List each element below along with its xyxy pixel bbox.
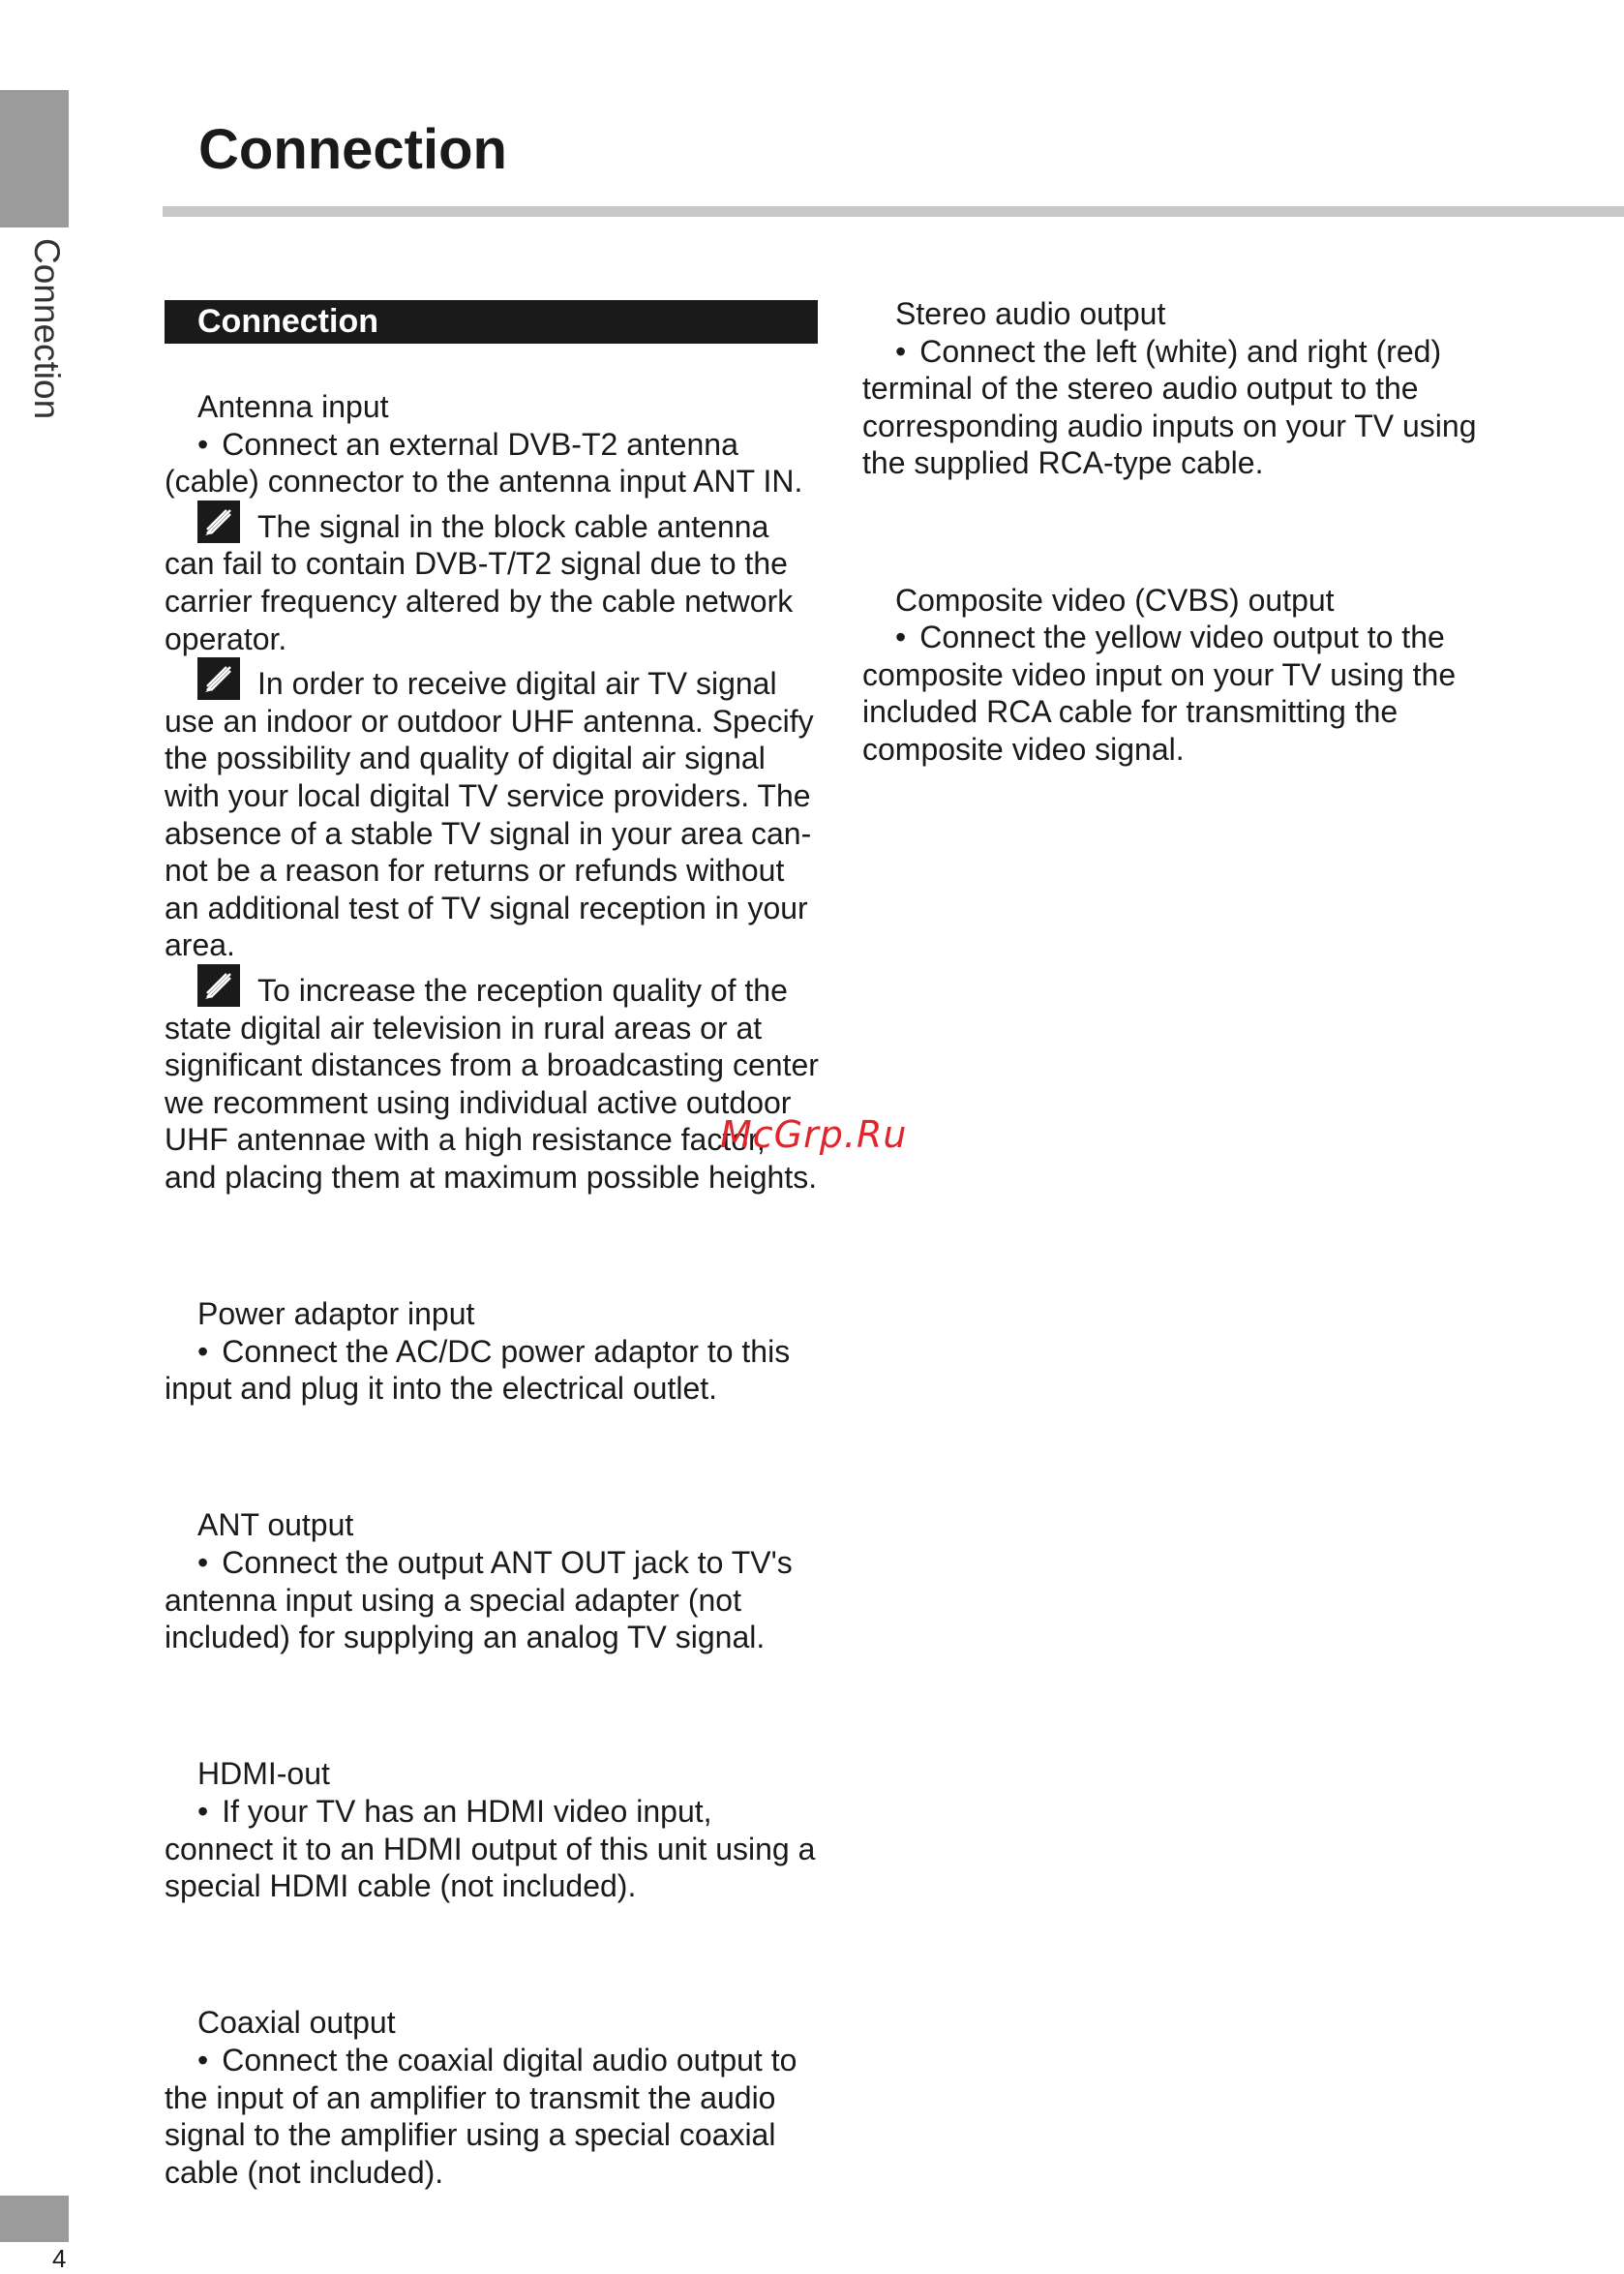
left-column bbox=[165, 388, 823, 2191]
section-heading: Power adaptor input bbox=[197, 1296, 475, 1332]
side-label-container bbox=[26, 238, 65, 441]
paragraph-gap bbox=[165, 1687, 823, 1725]
bullet-icon: • bbox=[197, 1794, 209, 1829]
note-item bbox=[165, 657, 823, 964]
note-text: The signal in the block cable antenna can fail to contain DVB-T/T2 signal due to the carrier frequency altered by the cable network operator. bbox=[165, 508, 794, 656]
page-number-tab bbox=[0, 2196, 69, 2242]
paragraph-gap bbox=[165, 1439, 823, 1476]
note-text: In order to receive digital air TV signal use an indoor or outdoor UHF antenna. Specify the possibility and quality of digital air signal with your local digital TV service providers. The absence of a stable TV signal in your area can-not be a reason for returns or refunds without an additional test of TV signal reception in your area. bbox=[165, 666, 814, 963]
bullet-text: Connect the left (white) and right (red) terminal of the stereo audio output to the corresponding audio inputs on your TV using the supplied RCA-type cable. bbox=[862, 333, 1477, 481]
paragraph-gap bbox=[165, 1936, 823, 1974]
bullet-item bbox=[165, 426, 823, 500]
bullet-text: Connect the yellow video output to the composite video input on your TV using the included RCA cable for transmitting the composite video signal. bbox=[862, 620, 1457, 767]
watermark: McGrp.Ru bbox=[720, 1113, 908, 1156]
side-tab bbox=[0, 90, 69, 227]
bullet-text: Connect an external DVB-T2 antenna (cable) connector to the antenna input ANT IN. bbox=[165, 426, 803, 500]
bullet-item bbox=[165, 2042, 823, 2191]
bullet-item bbox=[862, 619, 1501, 768]
note-pencil-icon bbox=[197, 964, 240, 1007]
bullet-icon: • bbox=[895, 333, 907, 369]
bullet-item bbox=[165, 1544, 823, 1656]
section-heading: Stereo audio output bbox=[895, 296, 1166, 331]
bullet-text: Connect the output ANT OUT jack to TV's antenna input using a special adapter (not included) for supplying an analog TV signal. bbox=[165, 1545, 793, 1655]
page-number: 4 bbox=[52, 2244, 67, 2273]
bullet-text: If your TV has an HDMI video input, connect it to an HDMI output of this unit using a special HDMI cable (not included). bbox=[165, 1794, 816, 1904]
paragraph-gap bbox=[862, 513, 1501, 551]
bullet-item bbox=[165, 1793, 823, 1905]
section-heading: Coaxial output bbox=[197, 2005, 396, 2041]
section-heading: HDMI-out bbox=[197, 1756, 330, 1792]
bullet-icon: • bbox=[895, 620, 907, 655]
paragraph-gap bbox=[165, 1227, 823, 1264]
bullet-icon: • bbox=[197, 426, 209, 462]
title-rule bbox=[163, 206, 1624, 217]
bullet-text: Connect the coaxial digital audio output to the input of an amplifier to transmit the audio signal to the amplifier using a special coaxial cable (not included). bbox=[165, 2042, 797, 2190]
section-heading: Composite video (CVBS) output bbox=[895, 582, 1335, 618]
note-pencil-icon bbox=[197, 500, 240, 543]
side-label: Connection bbox=[27, 238, 67, 420]
note-text: To increase the reception quality of the state digital air television in rural areas or at significant distances from a broadcasting center we recomment using individual active outdoor UHF antennae with a high resistance factor, and placing them at maximum possible heights. bbox=[165, 972, 819, 1195]
section-heading: ANT output bbox=[197, 1507, 354, 1543]
bullet-item bbox=[165, 1333, 823, 1408]
note-item bbox=[165, 500, 823, 657]
page-title: Connection bbox=[198, 118, 507, 181]
bullet-text: Connect the AC/DC power adaptor to this input and plug it into the electrical outlet. bbox=[165, 1333, 791, 1407]
note-pencil-icon bbox=[197, 657, 240, 700]
right-column bbox=[862, 295, 1501, 769]
note-item bbox=[165, 964, 823, 1197]
section-heading: Antenna input bbox=[197, 389, 389, 424]
section-title: Connection bbox=[165, 300, 818, 344]
bullet-icon: • bbox=[197, 1333, 209, 1369]
bullet-icon: • bbox=[197, 1545, 209, 1581]
bullet-item bbox=[862, 333, 1501, 482]
bullet-icon: • bbox=[197, 2042, 209, 2077]
